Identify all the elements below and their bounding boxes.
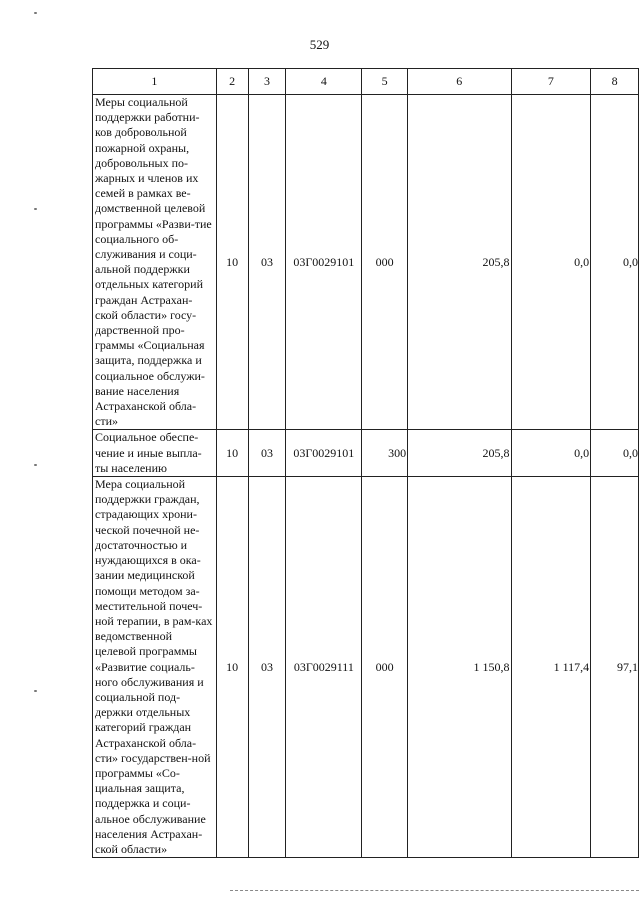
column-header-target-article: 4 xyxy=(286,69,362,95)
row-amount-1: 205,8 xyxy=(408,430,511,477)
row-expense-type: 000 xyxy=(362,477,408,858)
row-amount-1: 205,8 xyxy=(408,95,511,430)
budget-table xyxy=(92,68,639,858)
column-header-name: 1 xyxy=(93,69,217,95)
row-description: Социальное обеспе-чение и иные выпла-ты населению xyxy=(93,430,217,477)
table-header-row xyxy=(93,69,639,95)
column-header-expense-type: 5 xyxy=(362,69,408,95)
row-amount-2: 0,0 xyxy=(511,95,591,430)
row-description: Мера социальной поддержки граждан, страдающих хрони-ческой почечной не-достаточностью и нуждающихся в ока-зании медицинской помощи методом за-местительной почеч-ной терапии, в рам-ках ведомственной целевой программы «Развитие социаль-ного обслуживания и социальной под-держки отдельных категорий граждан Астраханской обла-сти» государствен-ной программы «Со-циальная защита, поддержка и соци-альное обслуживание населения Астрахан-ской области» xyxy=(93,477,217,858)
table-row xyxy=(93,477,639,858)
column-header-section: 2 xyxy=(216,69,248,95)
row-amount-3: 0,0 xyxy=(591,95,639,430)
row-amount-2: 1 117,4 xyxy=(511,477,591,858)
scan-mark xyxy=(34,464,37,466)
column-header-amount-1: 6 xyxy=(408,69,511,95)
table-row xyxy=(93,95,639,430)
table-row xyxy=(93,430,639,477)
row-amount-1: 1 150,8 xyxy=(408,477,511,858)
column-header-amount-2: 7 xyxy=(511,69,591,95)
row-target-article: 03Г0029101 xyxy=(286,430,362,477)
row-amount-3: 0,0 xyxy=(591,430,639,477)
row-expense-type: 000 xyxy=(362,95,408,430)
scan-mark xyxy=(34,208,37,210)
column-header-amount-3: 8 xyxy=(591,69,639,95)
row-target-article: 03Г0029111 xyxy=(286,477,362,858)
row-amount-2: 0,0 xyxy=(511,430,591,477)
page-bottom-rule xyxy=(230,890,639,891)
scan-mark xyxy=(34,690,37,692)
row-subsection-code: 03 xyxy=(248,430,286,477)
row-section-code: 10 xyxy=(216,477,248,858)
row-amount-3: 97,1 xyxy=(591,477,639,858)
row-expense-type: 300 xyxy=(362,430,408,477)
row-target-article: 03Г0029101 xyxy=(286,95,362,430)
row-section-code: 10 xyxy=(216,430,248,477)
page-number: 529 xyxy=(309,37,330,52)
row-section-code: 10 xyxy=(216,95,248,430)
row-subsection-code: 03 xyxy=(248,95,286,430)
row-description: Меры социальной поддержки работни-ков добровольной пожарной охраны, добровольных по-жарных и членов их семей в рамках ве-домственной целевой программы «Разви-тие социального об-служивания и соци-альной поддержки отдельных категорий граждан Астрахан-ской области» госу-дарственной про-граммы «Социальная защита, поддержка и социальное обслужи-вание населения Астраханской обла-сти» xyxy=(93,95,217,430)
row-subsection-code: 03 xyxy=(248,477,286,858)
scan-mark xyxy=(34,12,37,14)
column-header-subsection: 3 xyxy=(248,69,286,95)
